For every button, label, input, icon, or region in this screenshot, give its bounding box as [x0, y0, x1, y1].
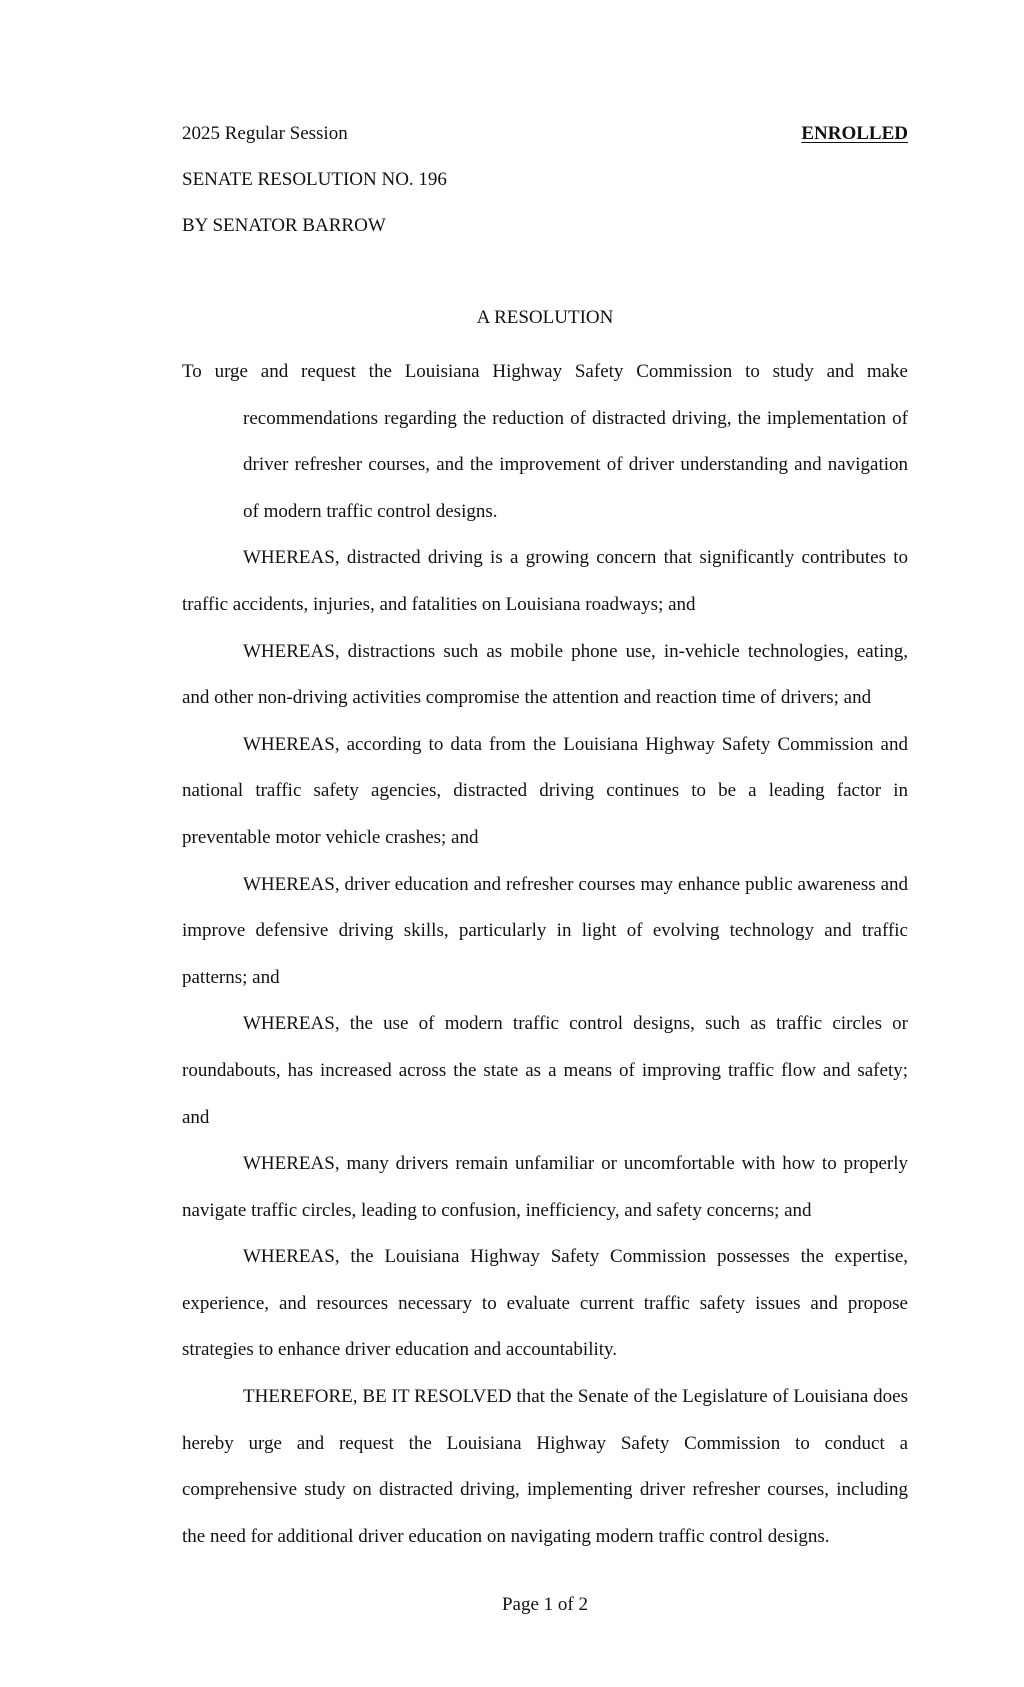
resolution-body [182, 349, 908, 1560]
resolution-title: A RESOLUTION [476, 307, 614, 328]
whereas-paragraph-2: WHEREAS, distractions such as mobile phone use, in-vehicle technologies, eating, and other non-driving activities compromise the attention and reaction time of drivers; and [182, 640, 908, 709]
preamble: To urge and request the Louisiana Highway Safety Commission to study and make recommendations regarding the reduction of distracted driving, the implementation of driver refresher courses, and the improvement of driver understanding and navigation of modern traffic control designs. [182, 361, 908, 522]
whereas-paragraph-7: WHEREAS, the Louisiana Highway Safety Commission possesses the expertise, experience, and resources necessary to evaluate current traffic safety issues and propose strategies to enhance driver education and accountability. [182, 1246, 908, 1361]
document-page [182, 0, 908, 1687]
whereas-paragraph-6: WHEREAS, many drivers remain unfamiliar or uncomfortable with how to properly navigate traffic circles, leading to confusion, inefficiency, and safety concerns; and [182, 1153, 908, 1221]
page-number: Page 1 of 2 [501, 1594, 588, 1615]
enrolled-status: ENROLLED [801, 123, 908, 144]
whereas-paragraph-4: WHEREAS, driver education and refresher courses may enhance public awareness and improve defensive driving skills, particularly in light of evolving technology and traffic patterns; and [182, 873, 908, 988]
whereas-paragraph-3: WHEREAS, according to data from the Louisiana Highway Safety Commission and national traffic safety agencies, distracted driving continues to be a leading factor in preventable motor vehicle crashes; and [182, 733, 908, 848]
author-line: BY SENATOR BARROW [182, 215, 386, 236]
whereas-paragraph-5: WHEREAS, the use of modern traffic control designs, such as traffic circles or roundabouts, has increased across the state as a means of improving traffic flow and safety; and [182, 1013, 908, 1128]
whereas-paragraph-1: WHEREAS, distracted driving is a growing concern that significantly contributes to traffic accidents, injuries, and fatalities on Louisiana roadways; and [182, 547, 908, 615]
session-label: 2025 Regular Session [182, 123, 348, 144]
resolution-number: SENATE RESOLUTION NO. 196 [182, 169, 447, 190]
resolved-paragraph: THEREFORE, BE IT RESOLVED that the Senate of the Legislature of Louisiana does hereby urge and request the Louisiana Highway Safety Commission to conduct a comprehensive study on distracted driving, implementing driver refresher courses, including the need for additional driver education on navigating modern traffic control designs. [182, 1386, 908, 1547]
header-row [182, 120, 908, 148]
